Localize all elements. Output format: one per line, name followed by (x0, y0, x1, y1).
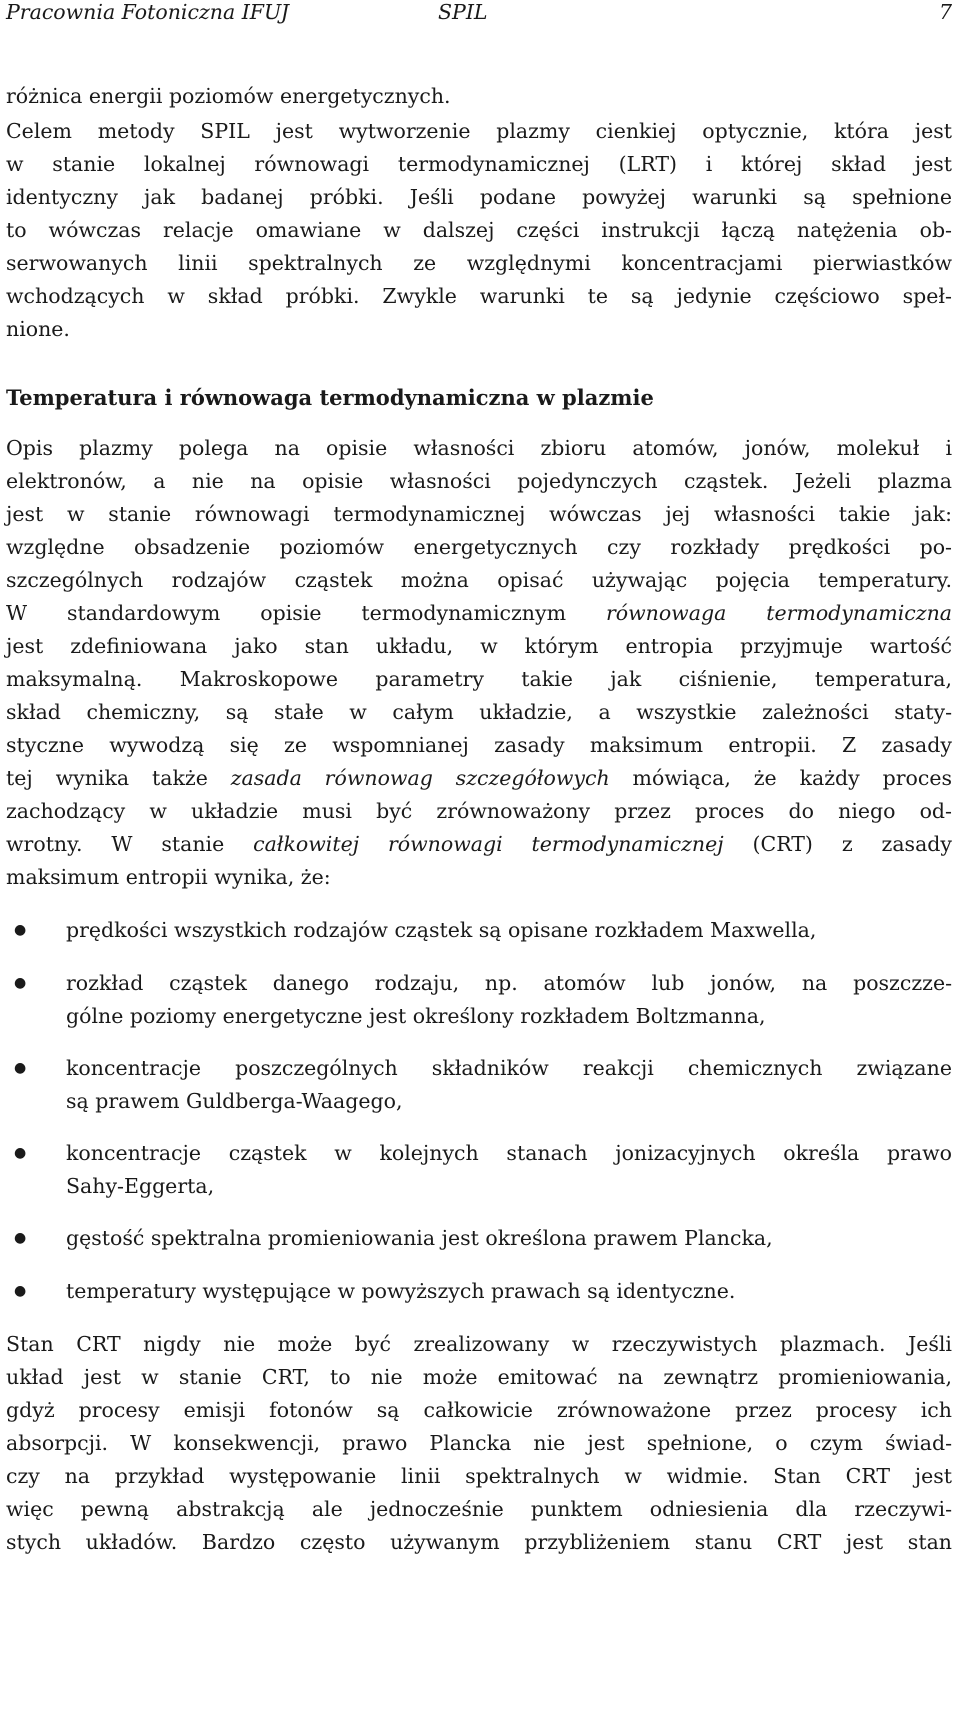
closing-line-2: układ jest w stanie CRT, to nie może emitować na zewnątrz promieniowania, (6, 1365, 952, 1389)
bullet-5-line-1: gęstość spektralna promieniowania jest określona prawem Plancka, (66, 1226, 773, 1250)
bullet-6-line-1: temperatury występujące w powyższych prawach są identyczne. (66, 1279, 736, 1303)
bullet-marker: ● (14, 1283, 27, 1299)
intro-line-1: różnica energii poziomów energetycznych. (6, 84, 451, 108)
closing-line-1: Stan CRT nigdy nie może być zrealizowany w rzeczywistych plazmach. Jeśli (6, 1332, 952, 1356)
bullet-marker: ● (14, 975, 27, 991)
bullet-marker: ● (14, 922, 27, 938)
term-complete-equilibrium: całkowitej równowagi termodynamicznej (253, 832, 724, 856)
intro-line-8: nione. (6, 317, 70, 341)
body-line-11-text-c: mówiąca, że każdy proces (609, 766, 952, 790)
body-line-13 (6, 828, 952, 860)
body-line-6 (6, 597, 952, 629)
body-line-9: skład chemiczny, są stałe w całym układzie, a wszystkie zależności staty- (6, 700, 952, 724)
body-line-11-text-a: tej wynika także (6, 766, 231, 790)
closing-line-4: absorpcji. W konsekwencji, prawo Plancka nie jest spełnione, o czym świad- (6, 1431, 952, 1455)
header-institution: Pracownia Fotoniczna IFUJ (6, 0, 289, 24)
body-line-1: Opis plazmy polega na opisie własności zbioru atomów, jonów, molekuł i (6, 436, 952, 460)
body-line-2: elektronów, a nie na opisie własności pojedynczych cząstek. Jeżeli plazma (6, 469, 952, 493)
body-line-13-text-a: wrotny. W stanie (6, 832, 254, 856)
body-line-3: jest w stanie równowagi termodynamicznej wówczas jej własności takie jak: (6, 502, 952, 526)
body-line-11 (6, 762, 952, 794)
bullet-marker: ● (14, 1230, 27, 1246)
section-heading: Temperatura i równowaga termodynamiczna w plazmie (6, 385, 654, 410)
bullet-4-line-1: koncentracje cząstek w kolejnych stanach jonizacyjnych określa prawo (66, 1141, 952, 1165)
closing-line-3: gdyż procesy emisji fotonów są całkowicie zrównoważone przez procesy ich (6, 1398, 952, 1422)
term-detailed-balance: zasada równowag szczegółowych (230, 766, 610, 790)
body-line-10: styczne wywodzą się ze wspomnianej zasady maksimum entropii. Z zasady (6, 733, 952, 757)
bullet-2-line-1: rozkład cząstek danego rodzaju, np. atomów lub jonów, na poszczze- (66, 971, 952, 995)
intro-line-6: serwowanych linii spektralnych ze względnymi koncentracjami pierwiastków (6, 251, 952, 275)
bullet-4-line-2: Sahy-Eggerta, (66, 1174, 215, 1198)
header-title: SPIL (438, 0, 488, 24)
body-line-14: maksimum entropii wynika, że: (6, 865, 331, 889)
bullet-3-line-1: koncentracje poszczególnych składników reakcji chemicznych związane (66, 1056, 952, 1080)
intro-line-7: wchodzących w skład próbki. Zwykle warunki te są jedynie częściowo speł- (6, 284, 952, 308)
bullet-1-line-1: prędkości wszystkich rodzajów cząstek są opisane rozkładem Maxwella, (66, 918, 817, 942)
body-line-7: jest zdefiniowana jako stan układu, w którym entropia przyjmuje wartość (6, 634, 952, 658)
intro-line-2: Celem metody SPIL jest wytworzenie plazmy cienkiej optycznie, która jest (6, 119, 952, 143)
body-line-4: względne obsadzenie poziomów energetycznych czy rozkłady prędkości po- (6, 535, 952, 559)
bullet-marker: ● (14, 1060, 27, 1076)
intro-line-3: w stanie lokalnej równowagi termodynamicznej (LRT) i której skład jest (6, 152, 952, 176)
body-line-6-text: W standardowym opisie termodynamicznym (6, 601, 606, 625)
page-number: 7 (938, 0, 952, 24)
intro-line-5: to wówczas relacje omawiane w dalszej części instrukcji łączą natężenia ob- (6, 218, 952, 242)
bullet-marker: ● (14, 1145, 27, 1161)
body-line-13-text-c: (CRT) z zasady (723, 832, 952, 856)
body-line-12: zachodzący w układzie musi być zrównoważony przez proces do niego od- (6, 799, 952, 823)
closing-line-5: czy na przykład występowanie linii spektralnych w widmie. Stan CRT jest (6, 1464, 952, 1488)
closing-line-7: stych układów. Bardzo często używanym przybliżeniem stanu CRT jest stan (6, 1530, 952, 1554)
intro-line-4: identyczny jak badanej próbki. Jeśli podane powyżej warunki są spełnione (6, 185, 952, 209)
running-header (6, 0, 952, 32)
closing-line-6: więc pewną abstrakcją ale jednocześnie punktem odniesienia dla rzeczywi- (6, 1497, 952, 1521)
bullet-3-line-2: są prawem Guldberga-Waagego, (66, 1089, 403, 1113)
bullet-2-line-2: gólne poziomy energetyczne jest określony rozkładem Boltzmanna, (66, 1004, 766, 1028)
body-line-5: szczególnych rodzajów cząstek można opisać używając pojęcia temperatury. (6, 568, 952, 592)
body-line-8: maksymalną. Makroskopowe parametry takie jak ciśnienie, temperatura, (6, 667, 952, 691)
term-thermodynamic-equilibrium: równowaga termodynamiczna (605, 601, 952, 625)
